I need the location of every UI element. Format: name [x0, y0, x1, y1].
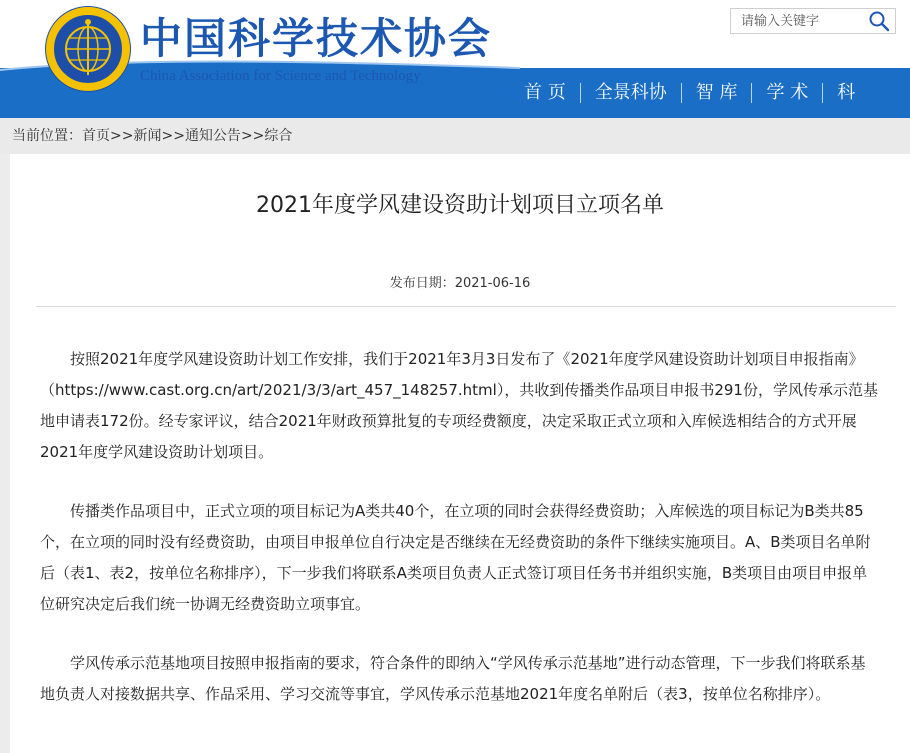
publish-date-value: 2021-06-16 — [454, 276, 531, 291]
breadcrumb-label: 当前位置： — [12, 128, 82, 144]
title-divider — [36, 306, 896, 307]
nav-item-science[interactable]: 科 — [837, 82, 856, 103]
search-input[interactable] — [731, 9, 875, 33]
site-title-chinese: 中国科学技术协会 — [140, 14, 493, 63]
nav-item-think-tank[interactable]: 智 库 — [695, 82, 738, 103]
article-panel — [10, 154, 910, 753]
main-nav — [510, 68, 869, 118]
breadcrumb-separator: >> — [161, 128, 185, 144]
search-box — [730, 8, 896, 34]
publish-date-label: 发布日期： — [389, 276, 455, 291]
article-paragraph: 传播类作品项目中，正式立项的项目标记为A类共40个，在立项的同时会获得经费资助；入库候选的项目标记为B类共85个，在立项的同时没有经费资助，由项目申报单位自行决定是否继续在无经费资助的条件下继续实施项目。A、B类项目名单附后（表1、表2，按单位名称排序），下一步我们将联系A类项目负责人正式签订项目任务书并组织实施，B类项目由项目申报单位研究决定后我们统一协调无经费资助立项事宜。 — [40, 502, 871, 613]
nav-item-overview[interactable]: 全景科协 — [594, 82, 667, 103]
publish-date — [10, 272, 910, 291]
nav-item-academic[interactable]: 学 术 — [766, 82, 809, 103]
nav-item-home[interactable]: 首 页 — [524, 82, 566, 103]
breadcrumb — [0, 118, 910, 154]
article-paragraph: 学风传承示范基地项目按照申报指南的要求，符合条件的即纳入“学风传承示范基地”进行动态管理，下一步我们将联系基地负责人对接数据共享、作品采用、学习交流等事宜，学风传承示范基地2021年度名单附后（表3，按单位名称排序）。 — [40, 654, 866, 703]
site-header — [0, 0, 910, 118]
breadcrumb-separator: >> — [110, 128, 134, 144]
site-title-english: China Association for Science and Technology — [140, 68, 421, 84]
breadcrumb-separator: >> — [240, 128, 265, 144]
cast-seal-logo-icon[interactable] — [44, 5, 132, 93]
article-paragraph: 按照2021年度学风建设资助计划工作安排，我们于2021年3月3日发布了《2021年度学风建设资助计划项目申报指南》（https://www.cast.org.cn/art/2021/3/3/art_457_148257.html），共收到传播类作品项目申报书291份，学风传承示范基地申请表172份。经专家评议，结合2021年财政预算批复的专项经费额度，决定采取正式立项和入库候选相结合的方式开展2021年度学风建设资助计划项目。 — [40, 350, 878, 461]
article-title: 2021年度学风建设资助计划项目立项名单 — [256, 193, 664, 218]
breadcrumb-notices[interactable]: 通知公告 — [184, 128, 241, 144]
search-icon[interactable] — [867, 10, 891, 32]
breadcrumb-home[interactable]: 首页 — [82, 128, 110, 144]
breadcrumb-general[interactable]: 综合 — [264, 128, 293, 144]
breadcrumb-news[interactable]: 新闻 — [133, 128, 162, 144]
